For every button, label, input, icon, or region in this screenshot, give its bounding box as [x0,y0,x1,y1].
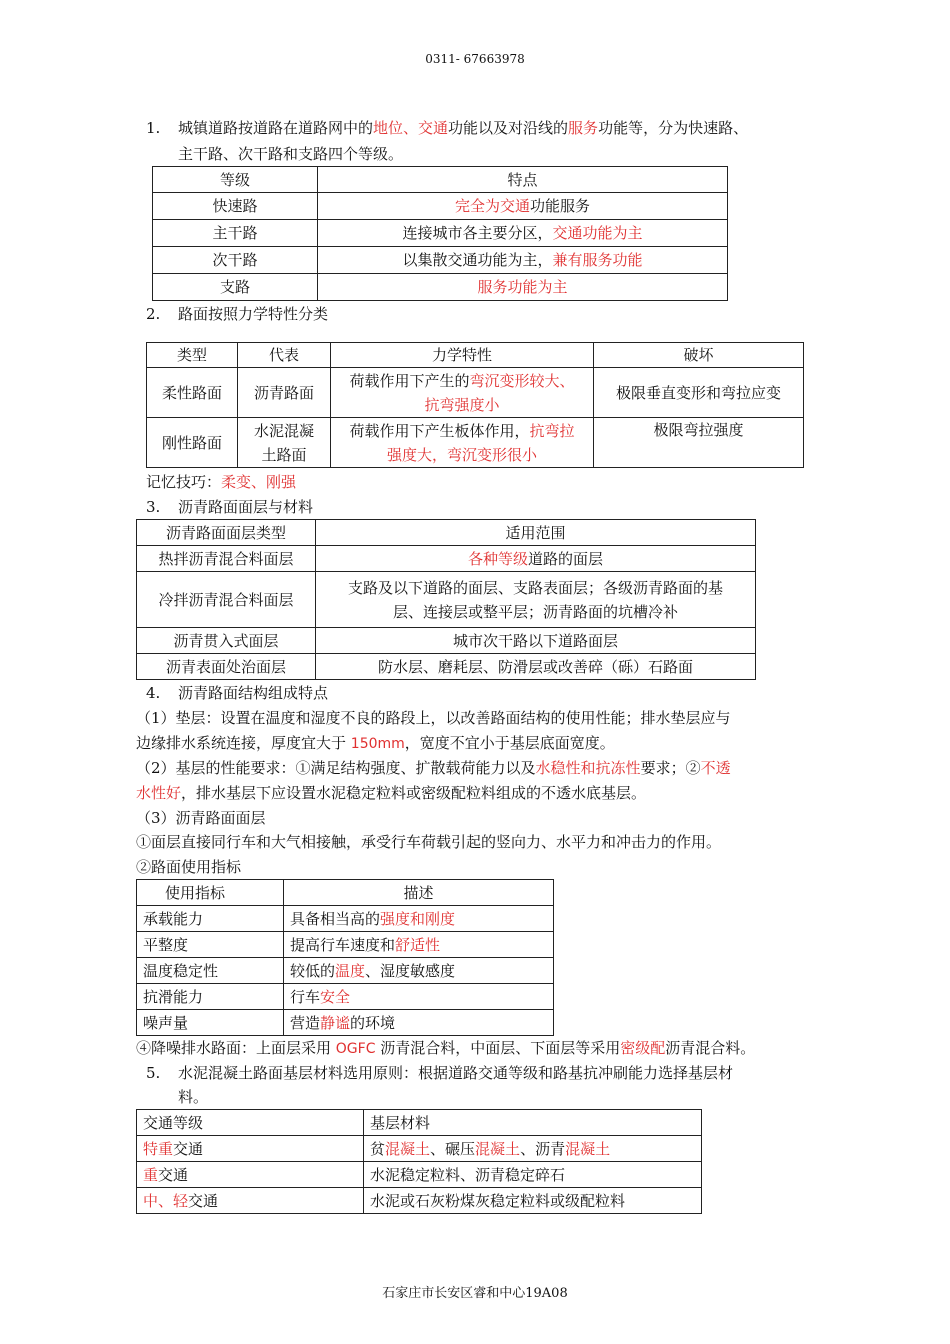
table-row [153,193,728,220]
table-row [137,628,756,654]
table-row [153,220,728,247]
cell-red-text: 混凝土 [475,1139,521,1158]
table-header-row [137,1110,702,1136]
table-row [137,546,756,572]
grade-cell: 主干路 [153,220,318,247]
table-row [137,1162,702,1188]
s1-red-text: 服务 [568,119,599,137]
para-red-text: 150mm [350,736,405,752]
cell-text: 交通 [158,1165,189,1184]
cell-text: 贫 [370,1139,386,1158]
table-header-row [137,880,554,906]
cell-text: 连接城市各主要分区， [402,224,553,242]
cell-text: 、湿度敏感度 [365,961,456,980]
cell-text: 交通 [173,1139,204,1158]
s4-para2-line2 [136,782,646,804]
header-cell: 等级 [153,167,318,193]
table-row [137,932,554,958]
cell-text: 行车 [290,987,321,1006]
s1-text: 功能以及对沿线的 [448,119,569,137]
header-cell: 交通等级 [137,1110,364,1136]
header-cell: 破坏 [594,343,804,368]
header-phone: 0311- 67663978 [425,52,525,66]
base-material-table [136,1109,702,1214]
asphalt-layer-table [136,519,756,680]
para-red-text: OGFC [335,1041,376,1057]
pavement-mechanics-table [146,342,804,468]
layer-type-cell: 冷拌沥青混合料面层 [137,572,316,628]
table-row [137,1136,702,1162]
rep-cell: 沥青路面 [238,368,331,418]
header-cell: 类型 [147,343,238,368]
header-cell: 代表 [238,343,331,368]
cell-red-text: 强度大，弯沉变形很小 [386,445,537,464]
table-row [137,654,756,680]
s4-para2-line1 [136,757,731,779]
header-cell: 沥青路面面层类型 [137,520,316,546]
cell-text: 功能服务 [530,197,591,215]
feature-cell [318,247,728,274]
index-name-cell: 温度稳定性 [137,958,284,984]
s5-line2: 料。 [178,1088,209,1106]
s3-number: 3. [146,498,161,516]
cell-red-text: 重 [143,1165,159,1184]
desc-cell [284,906,554,932]
cell-text: 土路面 [261,445,307,464]
material-cell [364,1136,702,1162]
s1-line2: 主干路、次干路和支路四个等级。 [178,145,404,163]
grade-cell: 快速路 [153,193,318,220]
rep-cell [238,418,331,468]
s1-line1 [178,117,748,139]
s5-number: 5. [146,1064,161,1082]
para-text: 边缘排水系统连接，厚度宜大于 [136,734,351,752]
cell-text: 、碾压 [430,1139,476,1158]
material-cell: 水泥或石灰粉煤灰稳定粒料或级配粒料 [364,1188,702,1214]
material-cell: 水泥稳定粒料、沥青稳定碎石 [364,1162,702,1188]
index-name-cell: 承载能力 [137,906,284,932]
index-name-cell: 噪声量 [137,1010,284,1036]
type-cell: 柔性路面 [147,368,238,418]
para-text: （2）基层的性能要求：①满足结构强度、扩散载荷能力以及 [136,759,536,777]
para-text: 沥青混合料。 [665,1039,756,1057]
scope-cell [316,546,756,572]
cell-text: 水泥混凝 [253,421,314,440]
s4-para6 [136,1037,755,1060]
para-text: 要求；② [640,759,701,777]
feature-cell [318,193,728,220]
para-text: ④降噪排水路面：上面层采用 [136,1039,336,1057]
s2-number: 2. [146,305,161,323]
table-row [153,274,728,301]
s1-number: 1. [146,119,161,137]
s4-para5: ②路面使用指标 [136,858,242,876]
desc-cell [284,958,554,984]
table-header-row [153,167,728,193]
header-cell: 特点 [318,167,728,193]
layer-type-cell: 热拌沥青混合料面层 [137,546,316,572]
cell-text: 荷载作用下产生板体作用， [349,421,530,440]
table-row [137,1188,702,1214]
cell-red-text: 静谧 [320,1013,351,1032]
cell-text: 的环境 [350,1013,396,1032]
para-text: 沥青混合料，中面层、下面层等采用 [375,1039,621,1057]
index-name-cell: 抗滑能力 [137,984,284,1010]
para-text: ，宽度不宜小于基层底面宽度。 [404,734,615,752]
cell-red-text: 服务功能为主 [477,278,568,296]
header-cell: 适用范围 [316,520,756,546]
cell-text: 较低的 [290,961,336,980]
cell-text: 荷载作用下产生的 [349,371,470,390]
cell-red-text: 完全为交通 [454,197,530,215]
grade-cell: 支路 [153,274,318,301]
cell-red-text: 安全 [320,987,351,1006]
cell-red-text: 弯沉变形较大、 [469,371,575,390]
scope-cell: 城市次干路以下道路面层 [316,628,756,654]
cell-text: 道路的面层 [528,549,604,568]
s4-number: 4. [146,684,161,702]
memo-label: 记忆技巧： [146,473,222,491]
table-header-row [147,343,804,368]
desc-cell [284,932,554,958]
s4-para1-line1: （1）垫层：设置在温度和湿度不良的路段上，以改善路面结构的使用性能；排水垫层应与 [136,709,731,727]
damage-cell: 极限垂直变形和弯拉应变 [594,368,804,418]
mech-cell [331,368,594,418]
s5-line1: 水泥混凝土路面基层材料选用原则：根据道路交通等级和路基抗冲刷能力选择基层材 [178,1064,734,1082]
mech-cell [331,418,594,468]
cell-red-text: 交通功能为主 [552,224,643,242]
table-header-row [137,520,756,546]
desc-cell [284,1010,554,1036]
table-row [137,906,554,932]
para-red-text: 水稳性和抗冻性 [535,759,641,777]
traffic-grade-cell [137,1188,364,1214]
s4-para4: ①面层直接同行车和大气相接触，承受行车荷载引起的竖向力、水平力和冲击力的作用。 [136,833,722,851]
layer-type-cell: 沥青表面处治面层 [137,654,316,680]
feature-cell [318,274,728,301]
s4-para1-line2 [136,732,615,755]
desc-cell [284,984,554,1010]
grade-cell: 次干路 [153,247,318,274]
feature-cell [318,220,728,247]
para-text: ，排水基层下应设置水泥稳定粒料或密级配粒料组成的不透水底基层。 [181,784,647,802]
para-red-text: 密级配 [620,1039,666,1057]
traffic-grade-cell [137,1136,364,1162]
cell-text: 以集散交通功能为主， [402,251,553,269]
s4-title: 沥青路面结构组成特点 [178,684,329,702]
s2-title: 路面按照力学特性分类 [178,305,329,323]
cell-text: 交通 [188,1191,219,1210]
table-row [137,572,756,628]
table-row [137,958,554,984]
cell-red-text: 各种等级 [467,549,528,568]
header-cell: 基层材料 [364,1110,702,1136]
cell-text: 支路及以下道路的面层、支路表面层；各级沥青路面的基 [347,578,723,597]
traffic-grade-cell [137,1162,364,1188]
s3-title: 沥青路面面层与材料 [178,498,314,516]
cell-red-text: 强度和刚度 [380,909,456,928]
scope-cell: 防水层、磨耗层、防滑层或改善碎（砾）石路面 [316,654,756,680]
table-row [147,368,804,418]
table-row [137,984,554,1010]
memo-red-text: 柔变、刚强 [221,473,297,491]
cell-text: 层、连接层或整平层；沥青路面的坑槽冷补 [392,602,678,621]
s1-text: 城镇道路按道路在道路网中的 [178,119,374,137]
type-cell: 刚性路面 [147,418,238,468]
cell-text: 营造 [290,1013,321,1032]
table-row [147,418,804,468]
s1-text: 功能等，分为快速路、 [598,119,749,137]
road-grade-table [152,166,728,301]
cell-red-text: 舒适性 [395,935,441,954]
scope-cell [316,572,756,628]
cell-text: 、沥青 [520,1139,566,1158]
footer-address: 石家庄市长安区睿和中心19A08 [382,1286,568,1301]
table-row [137,1010,554,1036]
damage-cell: 极限弯拉强度 [594,418,804,468]
usage-index-table [136,879,554,1036]
cell-red-text: 混凝土 [385,1139,431,1158]
para-red-text: 水性好 [136,784,182,802]
cell-red-text: 特重 [143,1139,174,1158]
cell-red-text: 抗弯拉 [529,421,575,440]
header-cell: 描述 [284,880,554,906]
cell-red-text: 中、轻 [143,1191,189,1210]
s1-red-text: 地位、交通 [373,119,449,137]
cell-text: 提高行车速度和 [290,935,396,954]
cell-red-text: 抗弯强度小 [424,395,500,414]
s4-para3: （3）沥青路面面层 [136,809,266,827]
header-cell: 力学特性 [331,343,594,368]
cell-text: 具备相当高的 [290,909,381,928]
para-red-text: 不透 [700,759,731,777]
cell-red-text: 温度 [335,961,366,980]
header-cell: 使用指标 [137,880,284,906]
layer-type-cell: 沥青贯入式面层 [137,628,316,654]
memory-tip [146,471,296,493]
cell-red-text: 混凝土 [565,1139,611,1158]
cell-red-text: 兼有服务功能 [552,251,643,269]
index-name-cell: 平整度 [137,932,284,958]
table-row [153,247,728,274]
